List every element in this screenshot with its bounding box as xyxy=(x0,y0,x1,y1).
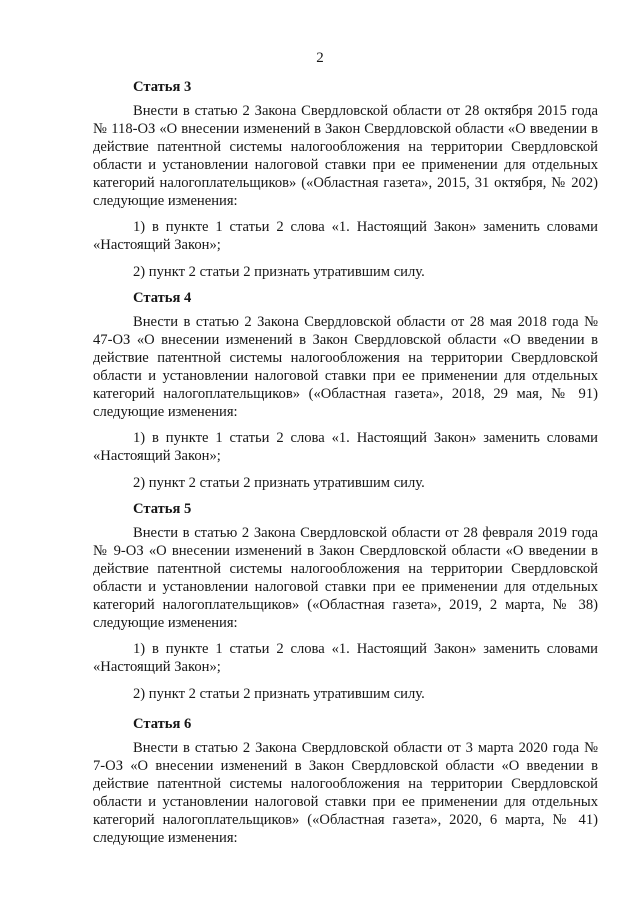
article-4-item-1: 1) в пункте 1 статьи 2 слова «1. Настоящий Закон» заменить словами «Настоящий Закон»; xyxy=(93,430,598,464)
article-5-item-2: 2) пункт 2 статьи 2 признать утратившим силу. xyxy=(133,686,425,702)
article-6-heading: Статья 6 xyxy=(133,716,192,732)
document-body xyxy=(93,78,598,847)
article-3-intro: Внести в статью 2 Закона Свердловской области от 28 октября 2015 года № 118-ОЗ «О внесении изменений в Закон Свердловской области «О введении в действие патентной системы налогообложения на территории Свердловской области и установлении налоговой ставки при ее применении для отдельных категорий налогоплательщиков» («Областная газета», 2015, 31 октября, № 202) следующие изменения: xyxy=(93,103,598,209)
article-5-intro: Внести в статью 2 Закона Свердловской области от 28 февраля 2019 года № 9-ОЗ «О внесении изменений в Закон Свердловской области «О введении в действие патентной системы налогообложения на территории Свердловской области и установлении налоговой ставки при ее применении для отдельных категорий налогоплательщиков» («Областная газета», 2019, 2 марта, № 38) следующие изменения: xyxy=(93,525,598,631)
article-4-heading: Статья 4 xyxy=(133,290,192,306)
article-4-item-2: 2) пункт 2 статьи 2 признать утратившим силу. xyxy=(133,475,425,491)
article-5-item-1: 1) в пункте 1 статьи 2 слова «1. Настоящий Закон» заменить словами «Настоящий Закон»; xyxy=(93,641,598,675)
article-3-heading: Статья 3 xyxy=(133,79,192,95)
article-6-intro: Внести в статью 2 Закона Свердловской области от 3 марта 2020 года № 7-ОЗ «О внесении изменений в Закон Свердловской области «О введении в действие патентной системы налогообложения на территории Свердловской области и установлении налоговой ставки при ее применении для отдельных категорий налогоплательщиков» («Областная газета», 2020, 6 марта, № 41) следующие изменения: xyxy=(93,740,598,846)
article-4-intro: Внести в статью 2 Закона Свердловской области от 28 мая 2018 года № 47-ОЗ «О внесении изменений в Закон Свердловской области «О введении в действие патентной системы налогообложения на территории Свердловской области и установлении налоговой ставки при ее применении для отдельных категорий налогоплательщиков» («Областная газета», 2018, 29 мая, № 91) следующие изменения: xyxy=(93,314,598,420)
article-3-item-1: 1) в пункте 1 статьи 2 слова «1. Настоящий Закон» заменить словами «Настоящий Закон»; xyxy=(93,219,598,253)
article-3-item-2: 2) пункт 2 статьи 2 признать утратившим силу. xyxy=(133,264,425,280)
article-5-heading: Статья 5 xyxy=(133,501,192,517)
page-number: 2 xyxy=(316,50,324,66)
